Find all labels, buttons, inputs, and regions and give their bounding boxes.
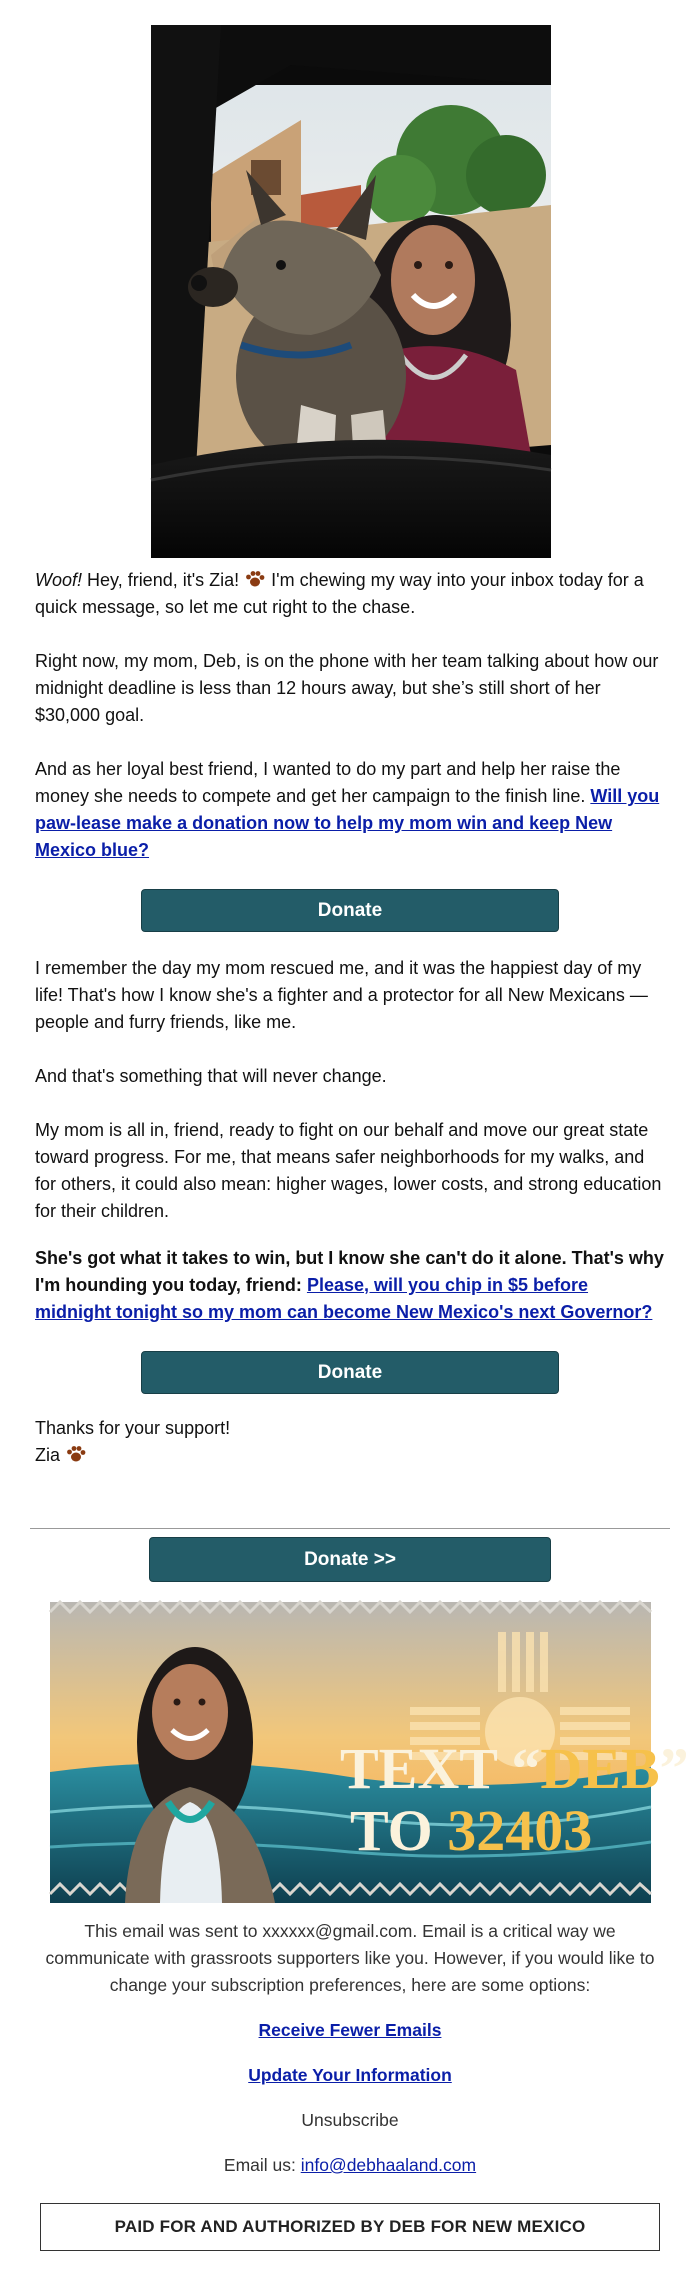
footer-email-row — [35, 2152, 665, 2179]
donation-link-1[interactable]: Will you paw-lease make a donation now to help my mom win and keep New Mexico blue? — [35, 786, 660, 860]
intro-paragraph — [35, 567, 665, 621]
hero-photo — [151, 25, 551, 558]
paid-for-box: PAID FOR AND AUTHORIZED BY DEB FOR NEW MEXICO — [40, 2203, 660, 2251]
signoff-name: Zia — [35, 1445, 66, 1465]
footer-update-row — [35, 2062, 665, 2089]
donation-link-2[interactable]: Please, will you chip in $5 before midnight tonight so my mom can become New Mexico's next Governor? — [35, 1275, 653, 1322]
banner-text-deb: DEB — [540, 1736, 660, 1801]
signoff-thanks: Thanks for your support! — [35, 1418, 231, 1438]
footer-fewer-row — [35, 2017, 665, 2044]
banner-text-prefix: TEXT “ — [340, 1736, 541, 1801]
paw-icon — [65, 1444, 87, 1464]
progress-paragraph: My mom is all in, friend, ready to fight on our behalf and move our great state toward progress. For me, that means safer neighborhoods for my walks, and for others, it could also mean: higher wages, lower costs, and strong education for their children. — [35, 1120, 662, 1221]
banner-text-number: 32403 — [447, 1798, 593, 1863]
never-change-paragraph: And that's something that will never change. — [35, 1066, 387, 1086]
signoff — [35, 1415, 665, 1469]
banner-text-to: TO — [350, 1798, 448, 1863]
intro-text-2: I'm chewing my way into your inbox today for a quick message, so let me cut right to the chase. — [35, 570, 644, 617]
rescue-paragraph: I remember the day my mom rescued me, and it was the happiest day of my life! That's how I know she's a fighter and a protector for all New Mexicans — people and furry friends, like me. — [35, 958, 648, 1032]
unsubscribe-link[interactable]: Unsubscribe — [301, 2110, 399, 2130]
paw-icon — [244, 569, 266, 589]
text-deb-banner[interactable] — [50, 1602, 689, 1903]
email-link[interactable]: info@debhaaland.com — [300, 2155, 477, 2175]
update-information-link[interactable]: Update Your Information — [248, 2065, 452, 2085]
ask-text: And as her loyal best friend, I wanted to do my part and help her raise the money she needs to compete and get her campaign to the finish line. — [35, 759, 621, 806]
deadline-paragraph: Right now, my mom, Deb, is on the phone with her team talking about how our midnight deadline is less than 12 hours away, but she’s still short of her $30,000 goal. — [35, 651, 659, 725]
intro-text-1: Hey, friend, it's Zia! — [82, 570, 245, 590]
footer-notice: This email was sent to xxxxxx@gmail.com. Email is a critical way we communicate with grassroots supporters like you. However, if you would like to change your subscription preferences, here are some options: — [45, 1921, 655, 1995]
banner-illustration — [50, 1602, 689, 1903]
win-bold-text: She's got what it takes to win, but I know she can't do it alone. That's why I'm hounding you today, friend: — [35, 1248, 664, 1295]
svg-text:TO 32403 — [350, 1798, 592, 1863]
donate-button-2[interactable]: Donate — [141, 1351, 559, 1394]
banner-text-close-quote: ” — [659, 1736, 689, 1801]
win-paragraph — [35, 1245, 665, 1326]
ask-paragraph — [35, 756, 665, 864]
donate-button-1[interactable]: Donate — [141, 889, 559, 932]
photo-illustration — [151, 25, 551, 558]
svg-text:TEXT “DEB” — [340, 1736, 689, 1801]
email-label: Email us: — [223, 2155, 301, 2175]
receive-fewer-emails-link[interactable]: Receive Fewer Emails — [258, 2020, 442, 2040]
donate-more-button[interactable]: Donate >> — [149, 1537, 551, 1582]
divider — [30, 1528, 670, 1529]
woof-text: Woof! — [35, 570, 83, 590]
